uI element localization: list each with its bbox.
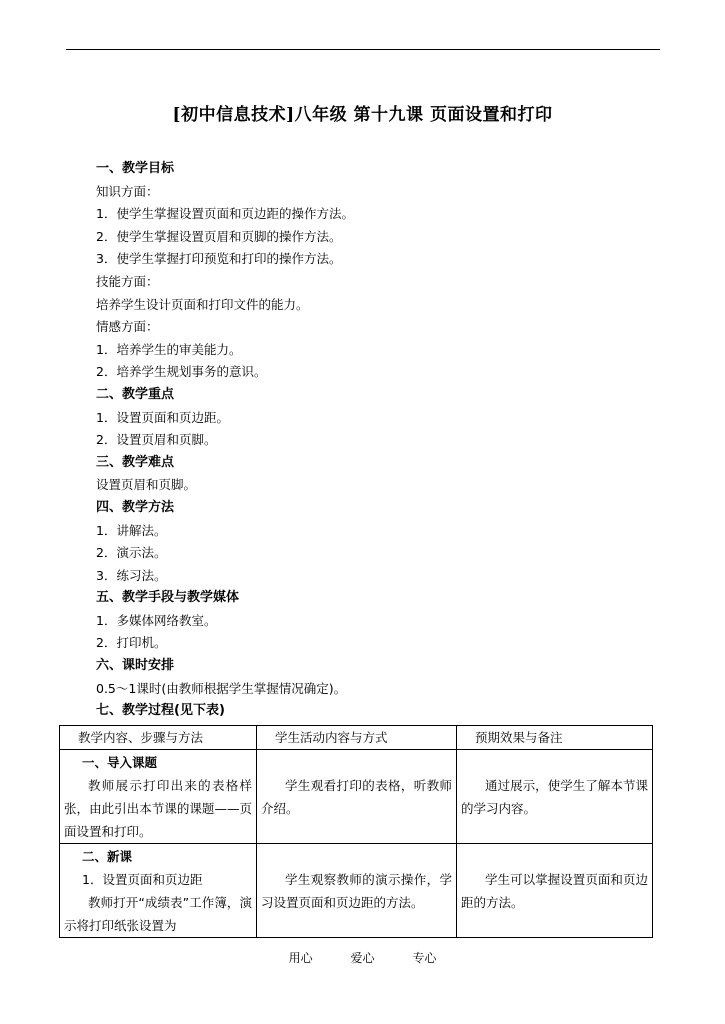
text-line: 1．设置页面和页边距。 xyxy=(96,409,229,425)
header-student-activity: 学生活动内容与方式 xyxy=(257,726,457,750)
table-header-row xyxy=(60,726,653,750)
text-line: 3．使学生掌握打印预览和打印的操作方法。 xyxy=(96,251,342,267)
cell-heading: 一、导入课题 xyxy=(82,755,158,770)
text-line: 1．多媒体网络教室。 xyxy=(96,612,217,628)
cell-text: 通过展示，使学生了解本节课的学习内容。 xyxy=(461,778,648,816)
lesson-plan-body xyxy=(96,158,676,723)
table-row xyxy=(60,750,653,844)
text-line: 设置页眉和页脚。 xyxy=(96,477,197,493)
footer-word: 用心 xyxy=(288,951,313,965)
text-line: 2．设置页眉和页脚。 xyxy=(96,432,217,448)
text-line: 情感方面： xyxy=(96,319,159,335)
cell-expected-effect xyxy=(457,844,653,938)
text-line: 2．演示法。 xyxy=(96,545,167,561)
cell-text: 学生观察教师的演示操作，学习设置页面和页边距的方法。 xyxy=(261,872,452,910)
text-line: 1．使学生掌握设置页面和页边距的操作方法。 xyxy=(96,206,354,222)
cell-text: 教师展示打印出来的表格样张，由此引出本节课的课题——页面设置和打印。 xyxy=(64,778,252,839)
cell-text: 学生观看打印的表格，听教师介绍。 xyxy=(261,778,452,816)
document-title: [初中信息技术]八年级 第十九课 页面设置和打印 xyxy=(172,105,553,125)
text-line: 技能方面： xyxy=(96,273,159,289)
cell-student-activity xyxy=(257,844,457,938)
cell-text: 教师打开“成绩表”工作簿，演示将打印纸张设置为 xyxy=(64,895,252,933)
cell-teaching-content xyxy=(60,844,257,938)
header-expected-effect: 预期效果与备注 xyxy=(457,726,653,750)
cell-heading: 二、新课 xyxy=(82,849,133,864)
text-line: 1．讲解法。 xyxy=(96,522,167,538)
footer-word: 爱心 xyxy=(350,951,375,965)
section-heading: 二、教学重点 xyxy=(96,386,175,402)
cell-subheading: 1．设置页面和页边距 xyxy=(82,872,203,887)
teaching-process-table xyxy=(59,725,653,938)
text-line: 2．培养学生规划事务的意识。 xyxy=(96,364,267,380)
text-line: 0.5～1课时(由教师根据学生掌握情况确定)。 xyxy=(96,680,347,696)
footer-word: 专心 xyxy=(412,951,437,965)
cell-expected-effect xyxy=(457,750,653,844)
text-line: 知识方面： xyxy=(96,183,159,199)
text-line: 2．使学生掌握设置页眉和页脚的操作方法。 xyxy=(96,228,342,244)
page-footer xyxy=(0,949,725,966)
table-row xyxy=(60,844,653,938)
section-heading: 六、课时安排 xyxy=(96,658,175,674)
header-rule xyxy=(66,49,660,50)
cell-student-activity xyxy=(257,750,457,844)
section-heading: 一、教学目标 xyxy=(96,161,175,176)
text-line: 2．打印机。 xyxy=(96,635,167,651)
header-teaching-content: 教学内容、步骤与方法 xyxy=(60,726,257,750)
section-heading: 四、教学方法 xyxy=(96,499,175,515)
section-heading: 七、教学过程(见下表) xyxy=(96,703,225,719)
cell-text: 学生可以掌握设置页面和页边距的方法。 xyxy=(461,872,648,910)
section-heading: 三、教学难点 xyxy=(96,454,175,470)
text-line: 1．培养学生的审美能力。 xyxy=(96,341,242,357)
text-line: 培养学生设计页面和打印文件的能力。 xyxy=(96,296,309,312)
section-heading: 五、教学手段与教学媒体 xyxy=(96,590,240,606)
cell-teaching-content xyxy=(60,750,257,844)
text-line: 3．练习法。 xyxy=(96,567,167,583)
